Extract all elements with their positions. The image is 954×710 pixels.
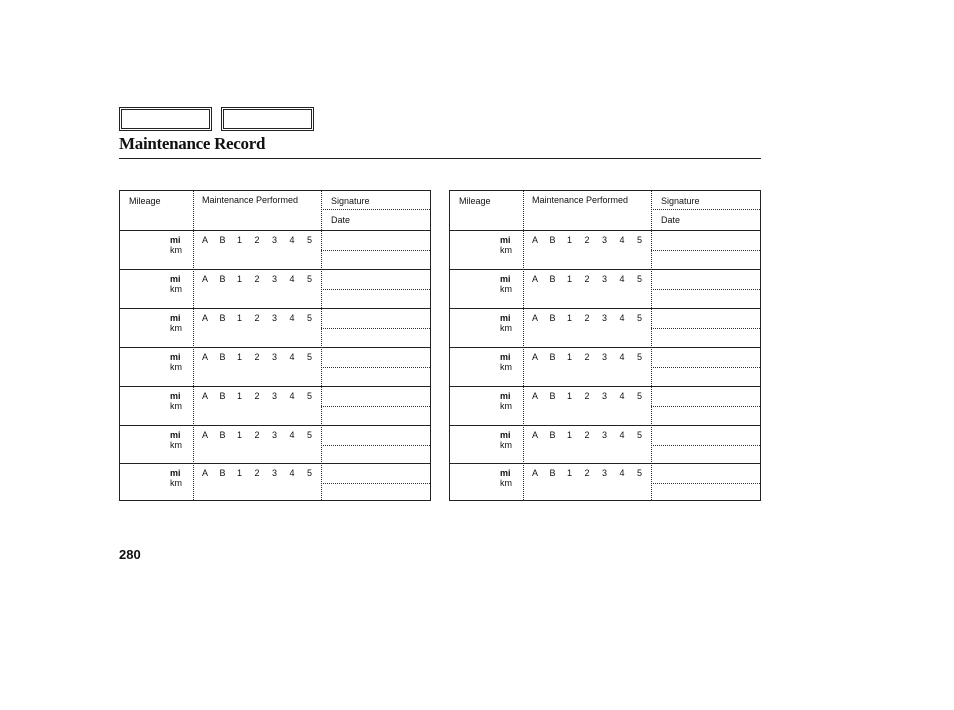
page-number: 280 (119, 547, 141, 562)
unit-mi: mi (500, 468, 511, 478)
signature-date-divider (651, 209, 760, 210)
table-header (120, 191, 430, 231)
maintenance-code-B: B (219, 468, 226, 478)
unit-km: km (500, 440, 512, 450)
unit-mi: mi (170, 352, 181, 362)
maintenance-code-3: 3 (602, 352, 608, 362)
unit-km: km (170, 323, 182, 333)
maintenance-code-B: B (549, 274, 556, 284)
maintenance-code-5: 5 (307, 430, 313, 440)
maintenance-code-4: 4 (619, 468, 625, 478)
signature-date-divider (321, 209, 430, 210)
maintenance-code-2: 2 (584, 468, 590, 478)
maintenance-code-3: 3 (272, 468, 278, 478)
maintenance-code-A: A (202, 313, 209, 323)
maintenance-code-B: B (219, 235, 226, 245)
table-row (120, 230, 430, 269)
maintenance-code-A: A (532, 313, 539, 323)
maintenance-code-1: 1 (567, 352, 573, 362)
maintenance-code-1: 1 (567, 391, 573, 401)
header-date: Date (661, 215, 681, 225)
unit-km: km (500, 245, 512, 255)
maintenance-code-A: A (532, 274, 539, 284)
header-tab-box-1 (119, 107, 212, 131)
table-row (120, 463, 430, 502)
maintenance-code-4: 4 (289, 313, 295, 323)
maintenance-code-4: 4 (619, 391, 625, 401)
table-row (120, 308, 430, 347)
signature-date-line (651, 406, 760, 407)
table-row (450, 386, 760, 425)
title-rule (119, 158, 761, 159)
maintenance-code-3: 3 (602, 274, 608, 284)
maintenance-code-1: 1 (567, 430, 573, 440)
maintenance-codes (532, 235, 655, 245)
signature-date-line (321, 406, 430, 407)
maintenance-code-3: 3 (272, 352, 278, 362)
maintenance-code-B: B (549, 235, 556, 245)
maintenance-codes (532, 391, 655, 401)
maintenance-code-2: 2 (254, 313, 260, 323)
maintenance-table-left (119, 190, 431, 501)
unit-km: km (170, 401, 182, 411)
signature-date-line (651, 289, 760, 290)
maintenance-code-3: 3 (602, 235, 608, 245)
maintenance-code-3: 3 (272, 313, 278, 323)
maintenance-codes (532, 430, 655, 440)
maintenance-code-1: 1 (567, 274, 573, 284)
maintenance-code-4: 4 (619, 313, 625, 323)
maintenance-code-2: 2 (584, 313, 590, 323)
maintenance-code-B: B (219, 274, 226, 284)
maintenance-code-4: 4 (619, 274, 625, 284)
header-maintenance: Maintenance Performed (202, 195, 299, 205)
maintenance-code-1: 1 (567, 468, 573, 478)
maintenance-code-4: 4 (619, 235, 625, 245)
maintenance-code-5: 5 (307, 352, 313, 362)
maintenance-code-A: A (532, 391, 539, 401)
maintenance-code-5: 5 (307, 313, 313, 323)
unit-mi: mi (500, 391, 511, 401)
maintenance-code-2: 2 (584, 391, 590, 401)
unit-km: km (500, 478, 512, 488)
signature-date-line (321, 367, 430, 368)
unit-km: km (170, 440, 182, 450)
maintenance-codes (202, 430, 325, 440)
maintenance-code-4: 4 (289, 274, 295, 284)
table-row (450, 347, 760, 386)
maintenance-code-2: 2 (254, 274, 260, 284)
maintenance-code-3: 3 (602, 468, 608, 478)
maintenance-table-right (449, 190, 761, 501)
unit-km: km (170, 478, 182, 488)
maintenance-code-B: B (219, 313, 226, 323)
maintenance-code-5: 5 (637, 430, 643, 440)
maintenance-code-B: B (219, 430, 226, 440)
signature-date-line (321, 483, 430, 484)
maintenance-code-3: 3 (602, 313, 608, 323)
maintenance-code-4: 4 (619, 430, 625, 440)
signature-date-line (321, 250, 430, 251)
maintenance-code-1: 1 (237, 352, 243, 362)
header-tab-box-2 (221, 107, 314, 131)
maintenance-code-2: 2 (584, 274, 590, 284)
unit-km: km (500, 284, 512, 294)
unit-mi: mi (170, 468, 181, 478)
maintenance-code-A: A (532, 430, 539, 440)
maintenance-code-1: 1 (237, 274, 243, 284)
maintenance-code-1: 1 (237, 235, 243, 245)
maintenance-code-1: 1 (237, 313, 243, 323)
table-row (450, 230, 760, 269)
maintenance-code-1: 1 (237, 430, 243, 440)
maintenance-code-5: 5 (307, 468, 313, 478)
maintenance-code-2: 2 (584, 235, 590, 245)
maintenance-code-1: 1 (237, 391, 243, 401)
table-row (450, 425, 760, 464)
maintenance-code-4: 4 (289, 468, 295, 478)
maintenance-code-2: 2 (254, 352, 260, 362)
maintenance-code-A: A (532, 352, 539, 362)
table-row (120, 425, 430, 464)
unit-mi: mi (500, 313, 511, 323)
maintenance-codes (202, 235, 325, 245)
maintenance-code-5: 5 (307, 274, 313, 284)
unit-mi: mi (500, 430, 511, 440)
maintenance-code-3: 3 (272, 391, 278, 401)
maintenance-code-B: B (549, 352, 556, 362)
maintenance-codes (202, 352, 325, 362)
signature-date-line (651, 483, 760, 484)
header-mileage: Mileage (459, 196, 491, 206)
table-header (450, 191, 760, 231)
maintenance-code-3: 3 (272, 235, 278, 245)
maintenance-code-4: 4 (289, 430, 295, 440)
maintenance-codes (202, 313, 325, 323)
table-row (450, 308, 760, 347)
unit-mi: mi (170, 235, 181, 245)
maintenance-code-2: 2 (254, 430, 260, 440)
maintenance-code-A: A (202, 274, 209, 284)
table-row (450, 463, 760, 502)
maintenance-codes (532, 352, 655, 362)
table-row (450, 269, 760, 308)
maintenance-codes (532, 313, 655, 323)
maintenance-code-A: A (532, 468, 539, 478)
maintenance-code-5: 5 (637, 352, 643, 362)
header-date: Date (331, 215, 351, 225)
maintenance-code-5: 5 (637, 274, 643, 284)
unit-km: km (500, 323, 512, 333)
signature-date-line (651, 445, 760, 446)
unit-mi: mi (500, 274, 511, 284)
maintenance-code-A: A (532, 235, 539, 245)
maintenance-codes (532, 274, 655, 284)
unit-mi: mi (500, 352, 511, 362)
maintenance-code-A: A (202, 430, 209, 440)
table-row (120, 347, 430, 386)
page-title: Maintenance Record (119, 134, 266, 153)
unit-mi: mi (170, 274, 181, 284)
maintenance-code-5: 5 (637, 468, 643, 478)
header-mileage: Mileage (129, 196, 161, 206)
signature-date-line (651, 367, 760, 368)
maintenance-code-B: B (549, 468, 556, 478)
unit-km: km (170, 284, 182, 294)
header-signature: Signature (331, 196, 370, 206)
maintenance-code-3: 3 (602, 430, 608, 440)
maintenance-code-4: 4 (619, 352, 625, 362)
maintenance-code-B: B (549, 313, 556, 323)
signature-date-line (321, 289, 430, 290)
signature-date-line (321, 445, 430, 446)
maintenance-code-A: A (202, 468, 209, 478)
maintenance-codes (202, 391, 325, 401)
maintenance-code-B: B (549, 391, 556, 401)
maintenance-code-2: 2 (254, 391, 260, 401)
maintenance-codes (202, 274, 325, 284)
table-row (120, 269, 430, 308)
maintenance-code-1: 1 (567, 235, 573, 245)
maintenance-code-A: A (202, 352, 209, 362)
maintenance-code-2: 2 (584, 430, 590, 440)
maintenance-codes (532, 468, 655, 478)
signature-date-line (321, 328, 430, 329)
unit-mi: mi (170, 313, 181, 323)
signature-date-line (651, 250, 760, 251)
table-row (120, 386, 430, 425)
maintenance-code-B: B (219, 391, 226, 401)
maintenance-code-2: 2 (584, 352, 590, 362)
maintenance-code-5: 5 (307, 235, 313, 245)
maintenance-code-3: 3 (272, 274, 278, 284)
maintenance-code-5: 5 (637, 235, 643, 245)
maintenance-code-4: 4 (289, 352, 295, 362)
maintenance-code-4: 4 (289, 235, 295, 245)
maintenance-code-B: B (549, 430, 556, 440)
unit-mi: mi (170, 430, 181, 440)
maintenance-code-2: 2 (254, 468, 260, 478)
maintenance-code-5: 5 (307, 391, 313, 401)
unit-km: km (170, 362, 182, 372)
maintenance-code-B: B (219, 352, 226, 362)
unit-km: km (500, 362, 512, 372)
maintenance-code-2: 2 (254, 235, 260, 245)
maintenance-code-5: 5 (637, 391, 643, 401)
unit-mi: mi (500, 235, 511, 245)
unit-mi: mi (170, 391, 181, 401)
signature-date-line (651, 328, 760, 329)
maintenance-code-1: 1 (237, 468, 243, 478)
header-maintenance: Maintenance Performed (532, 195, 629, 205)
maintenance-code-3: 3 (272, 430, 278, 440)
maintenance-code-A: A (202, 235, 209, 245)
maintenance-code-3: 3 (602, 391, 608, 401)
maintenance-code-A: A (202, 391, 209, 401)
maintenance-code-4: 4 (289, 391, 295, 401)
unit-km: km (170, 245, 182, 255)
header-signature: Signature (661, 196, 700, 206)
maintenance-code-5: 5 (637, 313, 643, 323)
maintenance-codes (202, 468, 325, 478)
maintenance-code-1: 1 (567, 313, 573, 323)
unit-km: km (500, 401, 512, 411)
